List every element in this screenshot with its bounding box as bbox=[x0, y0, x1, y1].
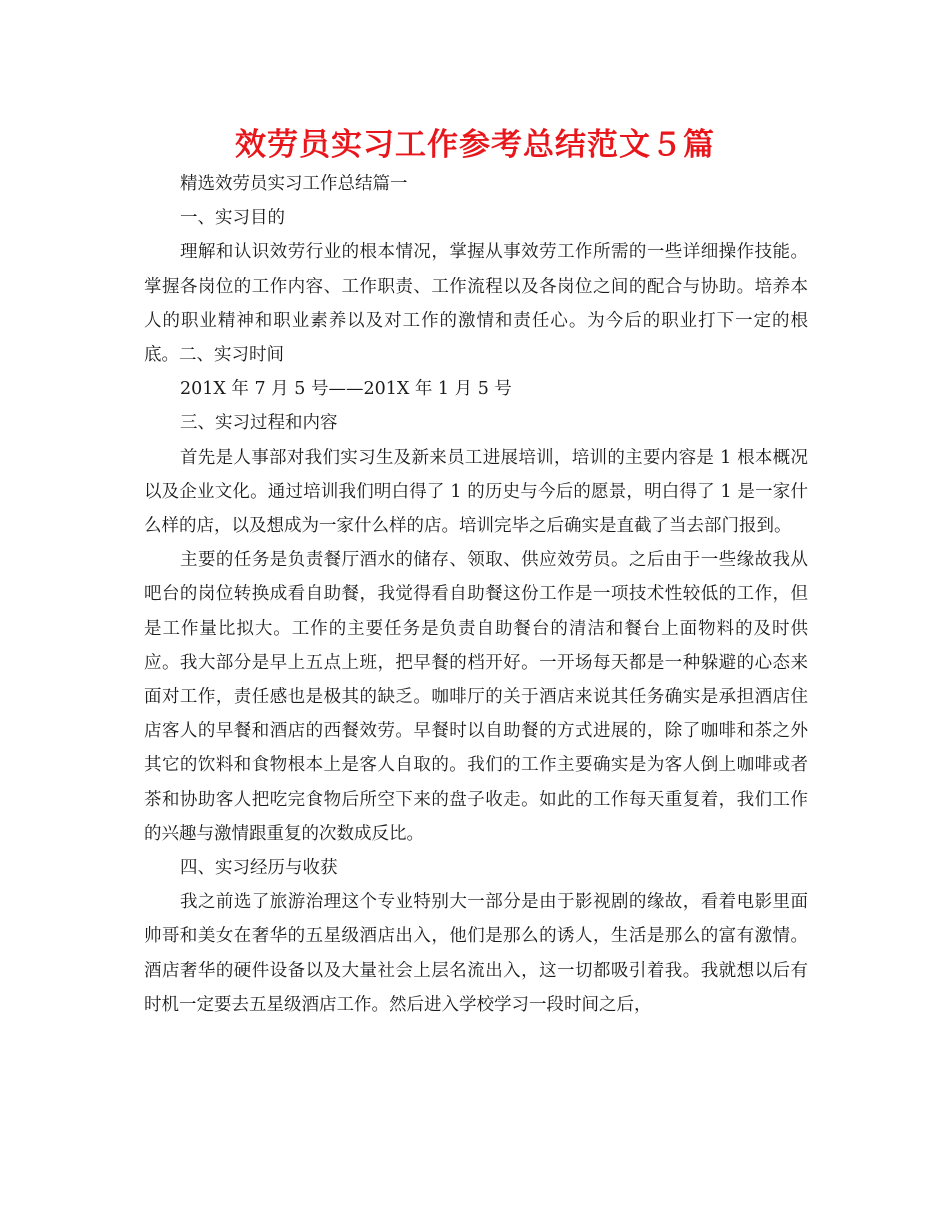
section-heading: 精选效劳员实习工作总结篇一 bbox=[180, 174, 408, 194]
paragraph: 首先是人事部对我们实习生及新来员工进展培训，培训的主要内容是 1 根本概况以及企业文化。通过培训我们明白得了 1 的历史与今后的愿景，明白得了 1 是一家什么样的店，以及想成为一家什么样的店。培训完毕之后确实是直截了当去部门报到。 bbox=[144, 447, 808, 537]
section-heading: 三、实习过程和内容 bbox=[180, 413, 338, 434]
paragraph: 主要的任务是负责餐厅酒水的储存、领取、供应效劳员。之后由于一些缘故我从吧台的岗位转换成看自助餐，我觉得看自助餐这份工作是一项技术性较低的工作，但是工作量比拟大。工作的主要任务是负责自助餐台的清洁和餐台上面物料的及时供应。我大部分是早上五点上班，把早餐的档开好。一开场每天都是一种躲避的心态来面对工作，责任感也是极其的缺乏。咖啡厅的关于酒店来说其任务确实是承担酒店住店客人的早餐和酒店的西餐效劳。早餐时以自助餐的方式进展的，除了咖啡和茶之外其它的饮料和食物根本上是客人自取的。我们的工作主要确实是为客人倒上咖啡或者茶和协助客人把吃完食物后所空下来的盘子收走。如此的工作每天重复着，我们工作的兴趣与激情跟重复的次数成反比。 bbox=[144, 550, 808, 844]
section-heading: 一、实习目的 bbox=[180, 208, 285, 229]
section-heading: 四、实习经历与收获 bbox=[180, 858, 338, 879]
document-body bbox=[144, 167, 808, 1022]
paragraph: 理解和认识效劳行业的根本情况，掌握从事效劳工作所需的一些详细操作技能。掌握各岗位的工作内容、工作职责、工作流程以及各岗位之间的配合与协助。培养本人的职业精神和职业素养以及对工作的激情和责任心。为今后的职业打下一定的根底。二、实习时间 bbox=[144, 242, 808, 366]
document-title: 效劳员实习工作参考总结范文５篇 bbox=[235, 127, 715, 163]
date-range-line: 201X 年 7 月 5 号——201X 年 1 月 5 号 bbox=[180, 379, 512, 400]
paragraph: 我之前选了旅游治理这个专业特别大一部分是由于影视剧的缘故，看着电影里面帅哥和美女在奢华的五星级酒店出入，他们是那么的诱人，生活是那么的富有激情。酒店奢华的硬件设备以及大量社会上层名流出入，这一切都吸引着我。我就想以后有时机一定要去五星级酒店工作。然后进入学校学习一段时间之后， bbox=[144, 892, 808, 1015]
